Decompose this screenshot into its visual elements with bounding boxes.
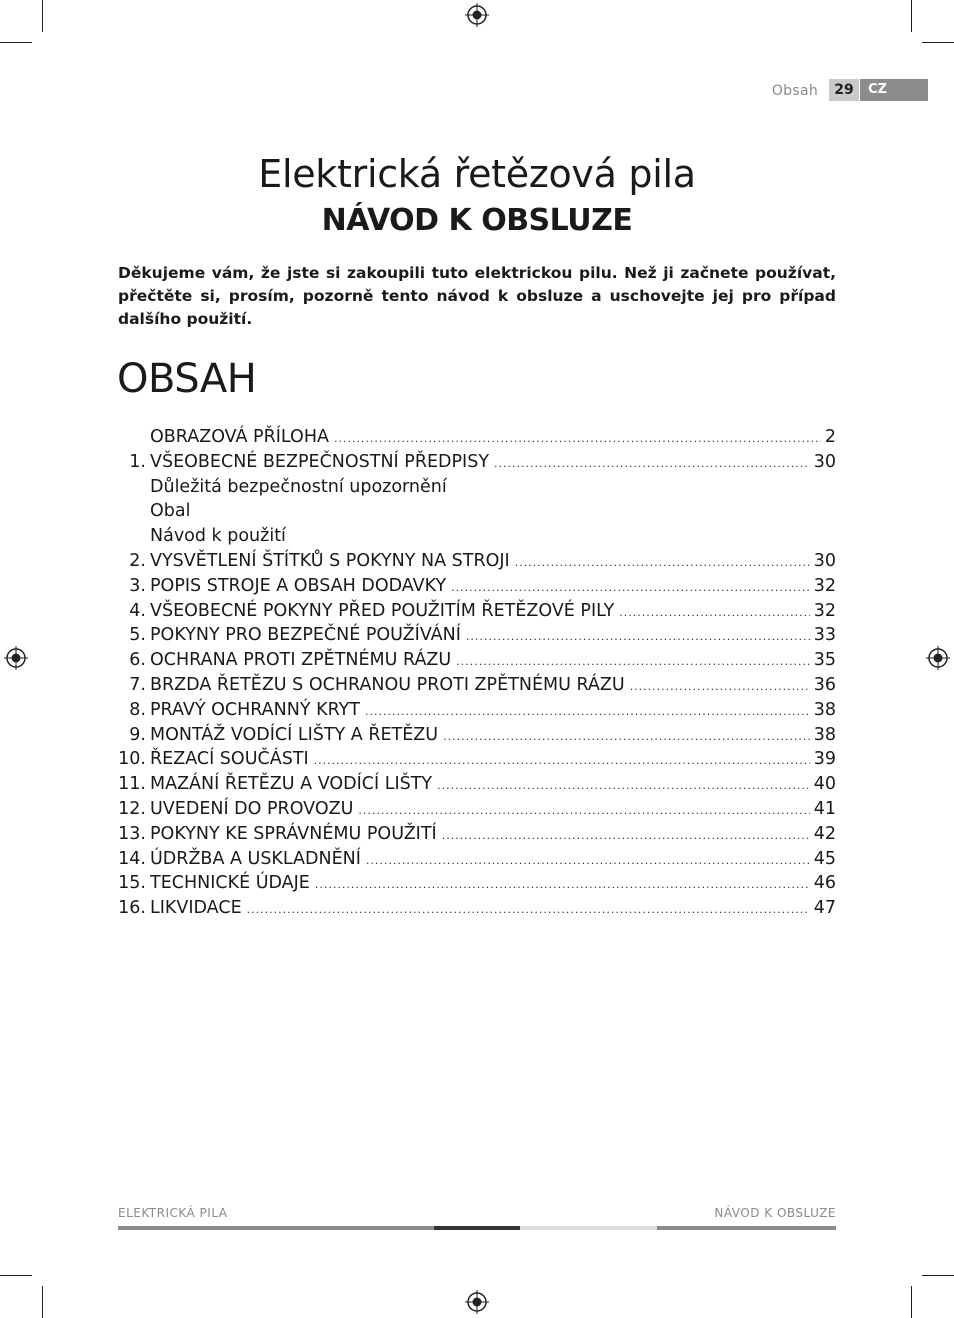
toc-page-number: 47 (813, 898, 836, 919)
toc-number: 13. (118, 823, 146, 844)
toc-leader-dots (494, 450, 810, 478)
registration-mark-icon (4, 646, 28, 670)
toc-page-number: 32 (813, 575, 836, 596)
toc-entry-text: OBRAZOVÁ PŘÍLOHA (150, 427, 329, 447)
intro-paragraph: Děkujeme vám, že jste si zakoupili tuto elektrickou pilu. Než ji začnete používat, přečtěte si, prosím, pozorně tento návod k obsluze a uschovejte jej pro případ dalšího použití. (118, 264, 836, 328)
toc-leader-dots (365, 698, 810, 726)
toc-leader-dots (437, 772, 810, 800)
toc-number: 7. (129, 674, 146, 695)
toc-page-number: 32 (813, 600, 836, 621)
crop-mark-tl-h (0, 42, 32, 43)
toc-leader-dots (334, 425, 821, 453)
toc-heading: OBSAH (117, 356, 257, 402)
toc-row[interactable] (118, 599, 836, 624)
toc-subentry[interactable] (118, 499, 836, 524)
crop-mark-br-h (922, 1275, 954, 1276)
toc-subentry[interactable] (118, 475, 836, 500)
toc-row[interactable] (118, 847, 836, 872)
toc-leader-dots (515, 549, 810, 577)
footer-right-label: NÁVOD K OBSLUZE (714, 1206, 836, 1220)
crop-mark-tr-h (922, 42, 954, 43)
toc-row[interactable] (118, 723, 836, 748)
toc-page-number: 38 (813, 699, 836, 720)
toc-entry-text: Návod k použití (150, 526, 286, 547)
toc-leader-dots (456, 648, 809, 676)
toc-entry-text: ŘEZACÍ SOUČÁSTI (150, 749, 309, 770)
table-of-contents (118, 425, 836, 921)
toc-number: 3. (129, 575, 146, 596)
toc-leader-dots (466, 623, 810, 651)
footer-left-label: ELEKTRICKÁ PILA (118, 1206, 228, 1220)
toc-page-number: 33 (813, 625, 836, 646)
header-section-label: Obsah (771, 83, 818, 99)
toc-row[interactable] (118, 623, 836, 648)
toc-row[interactable] (118, 673, 836, 698)
crop-mark-tr-v (911, 0, 912, 32)
toc-page-number: 35 (813, 650, 836, 671)
header-page-number: 29 (829, 79, 859, 101)
footer-bar-segment (657, 1226, 836, 1230)
toc-page-number: 36 (813, 674, 836, 695)
toc-entry-text: ÚDRŽBA A USKLADNĚNÍ (150, 848, 361, 869)
toc-entry-text: MAZÁNÍ ŘETĚZU A VODÍCÍ LIŠTY (150, 774, 433, 795)
registration-mark-icon (465, 3, 489, 27)
toc-number: 11. (118, 774, 146, 795)
toc-leader-dots (247, 896, 810, 924)
toc-subentry[interactable] (118, 524, 836, 549)
toc-number: 8. (129, 699, 146, 720)
footer-bar-segment (434, 1226, 520, 1230)
registration-mark-icon (465, 1290, 489, 1314)
toc-row[interactable] (118, 871, 836, 896)
header-language-badge: CZ (860, 79, 928, 101)
toc-row[interactable] (118, 450, 836, 475)
toc-page-number: 2 (824, 427, 836, 447)
toc-page-number: 45 (813, 848, 836, 869)
toc-leader-dots (358, 797, 809, 825)
toc-entry-text: LIKVIDACE (150, 898, 242, 919)
toc-entry-text: POKYNY KE SPRÁVNÉMU POUŽITÍ (150, 823, 437, 844)
toc-entry-text: OCHRANA PROTI ZPĚTNÉMU RÁZU (150, 650, 452, 671)
toc-row[interactable] (118, 549, 836, 574)
toc-leader-dots (451, 574, 810, 602)
toc-leader-dots (366, 847, 810, 875)
toc-number: 15. (118, 873, 146, 894)
toc-entry-text: MONTÁŽ VODÍCÍ LIŠTY A ŘETĚZU (150, 724, 439, 745)
toc-row[interactable] (118, 698, 836, 723)
toc-leader-dots (443, 723, 810, 751)
toc-row[interactable] (118, 574, 836, 599)
toc-entry-text: TECHNICKÉ ÚDAJE (150, 873, 310, 894)
toc-page-number: 40 (813, 774, 836, 795)
toc-number: 6. (129, 650, 146, 671)
toc-number: 16. (118, 898, 146, 919)
toc-row[interactable] (118, 822, 836, 847)
toc-row[interactable] (118, 747, 836, 772)
toc-row[interactable] (118, 425, 836, 450)
toc-number: 12. (118, 798, 146, 819)
toc-entry-text: VŠEOBECNÉ POKYNY PŘED POUŽITÍM ŘETĚZOVÉ PILY (150, 600, 615, 621)
registration-mark-icon (926, 646, 950, 670)
toc-entry-text: POPIS STROJE A OBSAH DODAVKY (150, 575, 447, 596)
toc-page-number: 30 (813, 550, 836, 571)
toc-entry-text: Důležitá bezpečnostní upozornění (150, 476, 447, 497)
footer-bar-segment (520, 1226, 657, 1230)
toc-number: 5. (129, 625, 146, 646)
toc-leader-dots (314, 747, 810, 775)
toc-row[interactable] (118, 896, 836, 921)
toc-page-number: 30 (813, 451, 836, 472)
toc-leader-dots (442, 822, 810, 850)
toc-leader-dots (315, 871, 810, 899)
crop-mark-br-v (911, 1286, 912, 1318)
toc-number: 4. (129, 600, 146, 621)
toc-entry-text: POKYNY PRO BEZPEČNÉ POUŽÍVÁNÍ (150, 625, 461, 646)
toc-number: 9. (129, 724, 146, 745)
toc-entry-text: VŠEOBECNÉ BEZPEČNOSTNÍ PŘEDPISY (150, 451, 490, 472)
toc-entry-text: PRAVÝ OCHRANNÝ KRYT (150, 699, 360, 720)
toc-entry-text: VYSVĚTLENÍ ŠTÍTKŮ S POKYNY NA STROJI (150, 550, 510, 571)
toc-leader-dots (619, 599, 809, 627)
toc-number: 1. (129, 451, 146, 472)
toc-number: 2. (129, 550, 146, 571)
toc-number: 10. (118, 749, 146, 770)
footer-bar-segment (118, 1226, 434, 1230)
toc-page-number: 39 (813, 749, 836, 770)
crop-mark-tl-v (42, 0, 43, 32)
toc-row[interactable] (118, 648, 836, 673)
toc-leader-dots (630, 673, 810, 701)
toc-entry-text: Obal (150, 501, 191, 522)
toc-page-number: 42 (813, 823, 836, 844)
toc-page-number: 38 (813, 724, 836, 745)
document-subtitle: NÁVOD K OBSLUZE (321, 203, 633, 238)
toc-number: 14. (118, 848, 146, 869)
toc-row[interactable] (118, 772, 836, 797)
toc-page-number: 41 (813, 798, 836, 819)
toc-entry-text: UVEDENÍ DO PROVOZU (150, 798, 354, 819)
crop-mark-bl-h (0, 1275, 32, 1276)
crop-mark-bl-v (42, 1286, 43, 1318)
toc-entry-text: BRZDA ŘETĚZU S OCHRANOU PROTI ZPĚTNÉMU RÁZU (150, 674, 625, 695)
document-title: Elektrická řetězová pila (258, 152, 696, 196)
toc-row[interactable] (118, 797, 836, 822)
toc-page-number: 46 (813, 873, 836, 894)
